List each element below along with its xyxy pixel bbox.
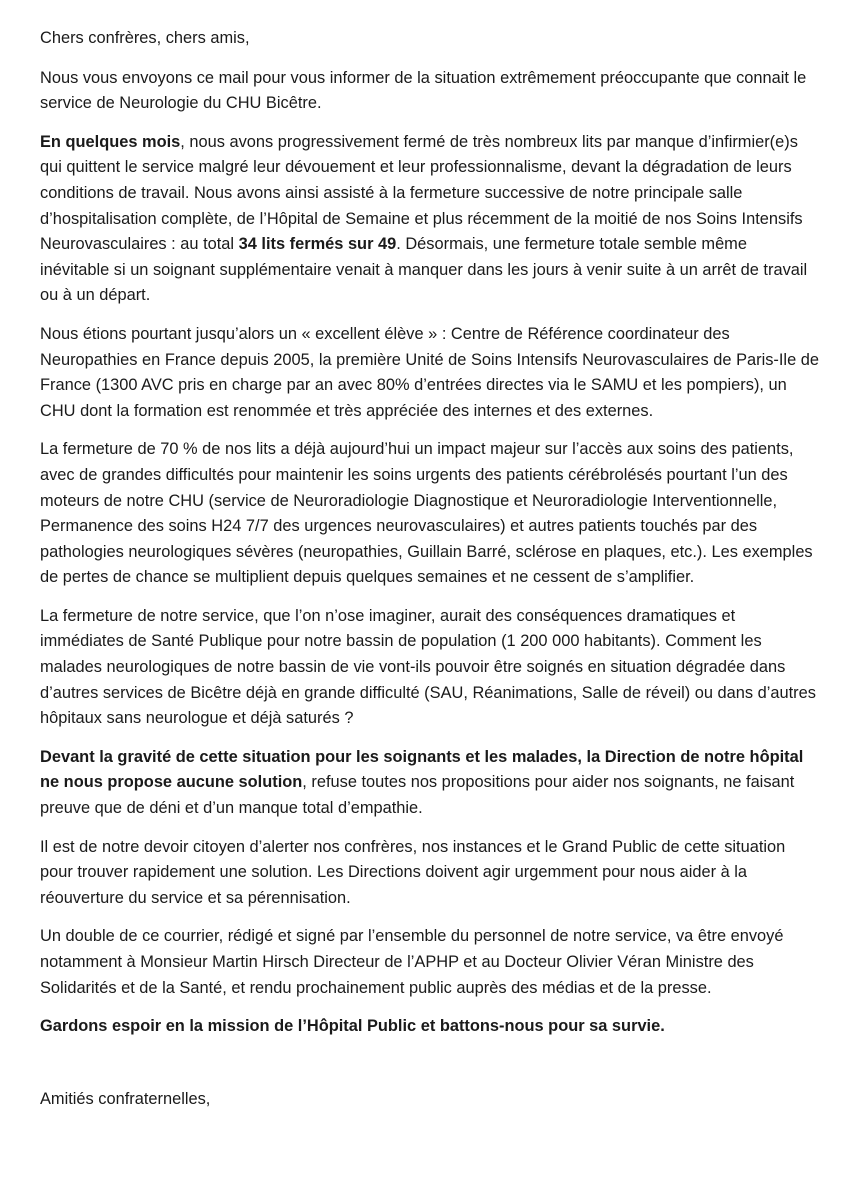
impact-paragraph: La fermeture de 70 % de nos lits a déjà aujourd’hui un impact majeur sur l’accès aux soins des patients, avec de grandes difficultés pour maintenir les soins urgents des patients cérébrolésés pourtant l’un des moteurs de notre CHU (service de Neuroradiologie Diagnostique et Neuroradiologie Interventionnelle, Permanence des soins H24 7/7 des urgences neurovasculaires) et autres patients touchés par des pathologies neurologiques sévères (neuropathies, Guillain Barré, sclérose en plaques, etc.). Les exemples de pertes de chance se multiplient depuis quelques semaines et ne cessent de s’amplifier. <box>40 440 813 587</box>
hope-paragraph <box>40 1014 820 1040</box>
closures-text-b: . Désormais, une fermeture totale semble même inévitable si un soignant supplémentaire venait à manquer dans les jours à venir suite à un arrêt de travail ou à un départ. <box>40 235 808 305</box>
hope-text: Gardons espoir en la mission de l’Hôpital Public et battons-nous pour sa survie. <box>40 1017 665 1036</box>
spacer <box>40 1053 820 1087</box>
duty-paragraph: Il est de notre devoir citoyen d’alerter nos confrères, nos instances et le Grand Public de cette situation pour trouver rapidement une solution. Les Directions doivent agir urgemment pour nous aider à la réouverture du service et sa pérennisation. <box>40 837 786 907</box>
beds-closed-figure: 34 lits fermés sur 49 <box>238 235 397 254</box>
copy-paragraph: Un double de ce courrier, rédigé et signé par l’ensemble du personnel de notre service, va être envoyé notamment à Monsieur Martin Hirsch Directeur de l’APHP et au Docteur Olivier Véran Ministre des Solidarités et de la Santé, et rendu prochainement public auprès des médias et de la presse. <box>40 927 784 997</box>
letter-body <box>40 26 820 1125</box>
consequences-paragraph: La fermeture de notre service, que l’on n’ose imaginer, aurait des conséquences dramatiques et immédiates de Santé Publique pour notre bassin de population (1 200 000 habitants). Comment les malades neurologiques de notre bassin de vie vont-ils pouvoir être soignés en situation dégradée dans d’autres services de Bicêtre déjà en grande difficulté (SAU, Réanimations, Salle de réveil) ou dans d’autres hôpitaux sans neurologue et déjà saturés ? <box>40 606 816 728</box>
closures-text-a: , nous avons progressivement fermé de très nombreux lits par manque d’infirmier(e)s qui quittent le service malgré leur dévouement et leur professionnalisme, devant la dégradation de leurs conditions de travail. Nous avons ainsi assisté à la fermeture successive de notre principale salle d’hospitalisation complète, de l’Hôpital de Semaine et plus récemment de la moitié de nos Soins Intensifs Neurovasculaires : au total <box>40 132 803 254</box>
closures-paragraph <box>40 130 820 309</box>
closures-lead: En quelques mois <box>40 132 181 151</box>
management-lead: Devant la gravité de cette situation pour les soignants et les malades, la Direction de notre hôpital ne nous propose aucune solution <box>40 747 804 792</box>
salutation: Chers confrères, chers amis, <box>40 29 250 47</box>
management-paragraph <box>40 745 820 822</box>
reputation-paragraph: Nous étions pourtant jusqu’alors un « excellent élève » : Centre de Référence coordinateur des Neuropathies en France depuis 2005, la première Unité de Soins Intensifs Neurovasculaires de Paris-Ile de France (1300 AVC pris en charge par an avec 80% d’entrées directes via le SAMU et les pompiers), un CHU dont la formation est renommée et très appréciée des internes et des externes. <box>40 324 819 420</box>
intro-paragraph: Nous vous envoyons ce mail pour vous informer de la situation extrêmement préoccupante que connait le service de Neurologie du CHU Bicêtre. <box>40 68 807 113</box>
management-text: , refuse toutes nos propositions pour aider nos soignants, ne faisant preuve que de déni et d’un manque total d’empathie. <box>40 773 795 818</box>
sign-off: Amitiés confraternelles, <box>40 1089 211 1108</box>
